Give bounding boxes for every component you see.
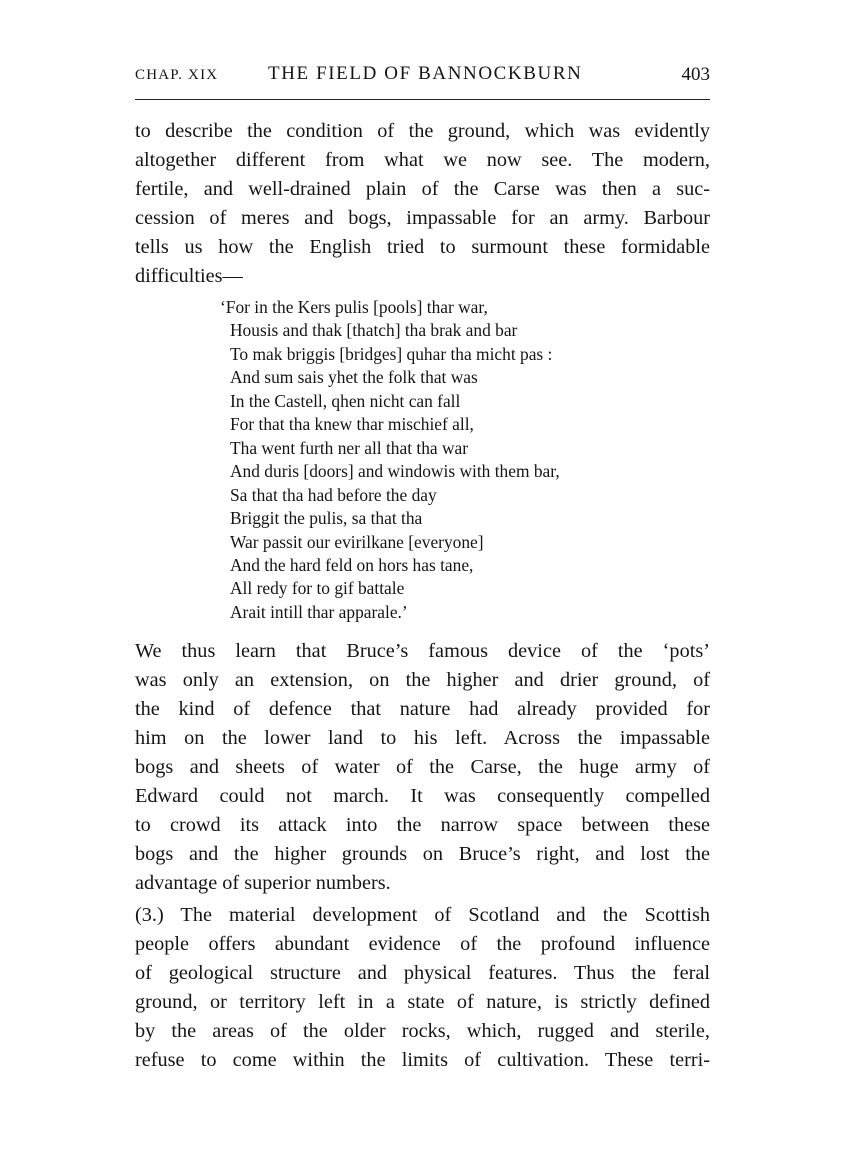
- verse-line: Arait intill thar apparale.’: [230, 601, 408, 622]
- paragraph-3: [135, 901, 710, 1075]
- text-line: was only an extension, on the higher and drier ground, of: [135, 669, 710, 691]
- text-line: him on the lower land to his left. Across the impassable: [135, 727, 710, 749]
- text-line: advantage of superior numbers.: [135, 872, 391, 894]
- text-line: to describe the condition of the ground, which was evidently: [135, 120, 710, 142]
- verse-line: For that tha knew thar mischief all,: [230, 414, 474, 435]
- text-line: people offers abundant evidence of the profound influence: [135, 933, 710, 955]
- paragraph-2: [135, 637, 710, 898]
- verse-quotation: [220, 296, 680, 624]
- text-line: ground, or territory left in a state of nature, is strictly defined: [135, 991, 710, 1013]
- text-line: altogether different from what we now see. The modern,: [135, 149, 710, 171]
- verse-line: And duris [doors] and windowis with them bar,: [230, 461, 560, 482]
- verse-line: All redy for to gif battale: [230, 578, 405, 599]
- paragraph-1: [135, 117, 710, 291]
- text-line: difficulties—: [135, 265, 243, 287]
- text-line: refuse to come within the limits of cultivation. These terri-: [135, 1049, 710, 1071]
- verse-line: And the hard feld on hors has tane,: [230, 554, 474, 575]
- running-title: THE FIELD OF BANNOCKBURN: [268, 63, 583, 84]
- text-line: of geological structure and physical features. Thus the feral: [135, 962, 710, 984]
- text-line: cession of meres and bogs, impassable for an army. Barbour: [135, 207, 710, 229]
- text-line: Edward could not march. It was consequently compelled: [135, 785, 710, 807]
- verse-line: In the Castell, qhen nicht can fall: [230, 390, 461, 411]
- text-line: (3.) The material development of Scotland and the Scottish: [135, 904, 710, 926]
- verse-line: Briggit the pulis, sa that tha: [230, 508, 423, 529]
- header-rule: [135, 99, 710, 100]
- text-line: fertile, and well-drained plain of the Carse was then a suc-: [135, 178, 710, 200]
- verse-line: War passit our evirilkane [everyone]: [230, 531, 484, 552]
- verse-line: Housis and thak [thatch] tha brak and bar: [230, 320, 518, 341]
- text-line: bogs and the higher grounds on Bruce’s right, and lost the: [135, 843, 710, 865]
- verse-line: ‘For in the Kers pulis [pools] thar war,: [220, 297, 488, 317]
- text-line: to crowd its attack into the narrow space between these: [135, 814, 710, 836]
- verse-line: To mak briggis [bridges] quhar tha micht pas :: [230, 343, 553, 364]
- running-header: [135, 60, 710, 94]
- verse-line: Sa that tha had before the day: [230, 484, 437, 505]
- text-line: bogs and sheets of water of the Carse, the huge army of: [135, 756, 710, 778]
- verse-line: And sum sais yhet the folk that was: [230, 367, 478, 388]
- text-line: tells us how the English tried to surmount these formidable: [135, 236, 710, 258]
- page-number: 403: [681, 64, 710, 85]
- verse-line: Tha went furth ner all that tha war: [230, 437, 469, 458]
- text-line: by the areas of the older rocks, which, rugged and sterile,: [135, 1020, 710, 1042]
- chapter-label: CHAP. XIX: [135, 67, 219, 83]
- text-line: We thus learn that Bruce’s famous device of the ‘pots’: [135, 640, 710, 662]
- text-line: the kind of defence that nature had already provided for: [135, 698, 710, 720]
